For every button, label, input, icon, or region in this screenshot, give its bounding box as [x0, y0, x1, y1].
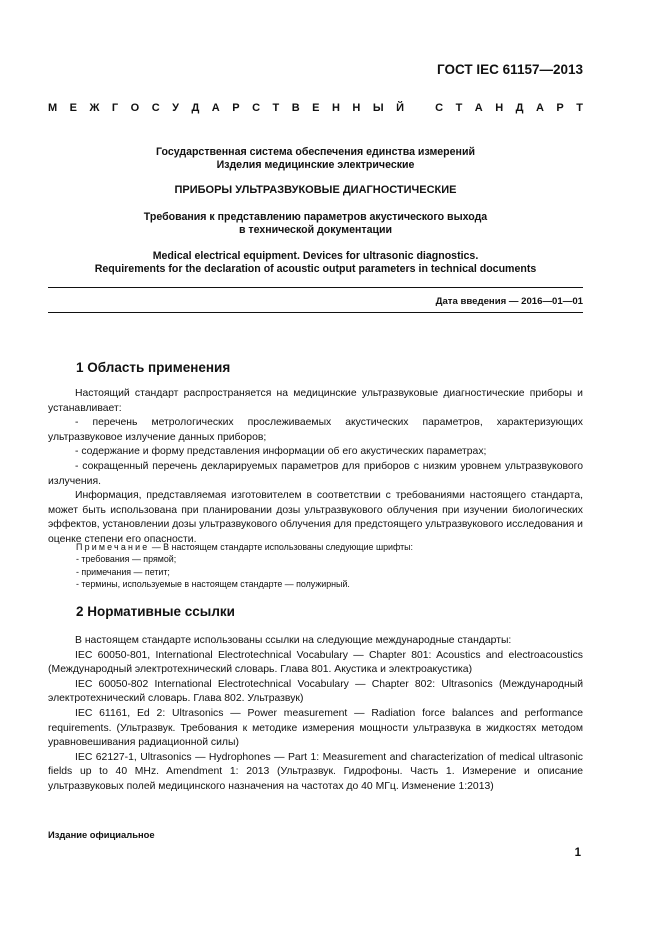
title-main: ПРИБОРЫ УЛЬТРАЗВУКОВЫЕ ДИАГНОСТИЧЕСКИЕ — [174, 184, 457, 196]
banner-letter: Е — [69, 102, 77, 114]
banner-letter: Й — [396, 102, 405, 114]
banner-letter: Е — [312, 102, 320, 114]
banner-letter: С — [151, 102, 160, 114]
divider — [48, 287, 583, 288]
reference-item: IEC 60050-802 International Electrotechnical Vocabulary — Chapter 802: Ultrasonics (Международный электротехнический словарь. Глава 802. Ультразвук) — [48, 678, 583, 705]
title-system — [48, 146, 583, 172]
banner-letter: Т — [272, 102, 280, 114]
list-item: - перечень метрологических прослеживаемых акустических параметров, характеризующих ультразвуковое излучение данных приборов; — [48, 417, 583, 443]
banner-letter: У — [172, 102, 179, 114]
title-line: Medical electrical equipment. Devices for ultrasonic diagnostics. — [152, 250, 479, 262]
introduction-date: Дата введения — 2016—01—01 — [435, 296, 583, 307]
paragraph: В настоящем стандарте использованы ссылки на следующие международные стандарты: — [75, 635, 512, 646]
note-line — [76, 541, 583, 553]
title-line: Требования к представлению параметров акустического выхода — [143, 211, 488, 223]
note-text: — В настоящем стандарте использованы следующие шрифты: — [149, 542, 413, 552]
banner-letter: С — [435, 102, 444, 114]
reference-item: IEC 60050-801, International Electrotechnical Vocabulary — Chapter 801: Acoustics and electroacoustics (Международный электротехнический словарь. Глава 801. Акустика и электроакустика) — [48, 649, 583, 676]
banner-letter: Т — [455, 102, 463, 114]
document-code: ГОСТ IEC 61157—2013 — [437, 62, 583, 77]
title-subtitle — [48, 211, 583, 237]
standard-banner — [48, 102, 583, 114]
title-line: Requirements for the declaration of acoustic output parameters in technical documents — [94, 262, 537, 275]
note-line: - требования — прямой; — [76, 554, 177, 565]
banner-letter: М — [48, 102, 58, 114]
title-line: Государственная система обеспечения единства измерений — [156, 146, 475, 158]
list-item: - содержание и форму представления информации об его акустических параметрах; — [75, 446, 487, 458]
divider — [48, 312, 583, 313]
banner-letter: Ы — [372, 102, 384, 114]
page-number: 1 — [574, 847, 581, 859]
banner-letter: Н — [352, 102, 361, 114]
banner-letter: О — [130, 102, 140, 114]
banner-letter: Г — [111, 102, 119, 114]
title-english — [48, 250, 583, 275]
section-heading: 1 Область применения — [76, 360, 231, 375]
banner-gap — [417, 102, 423, 114]
banner-letter: Р — [232, 102, 240, 114]
banner-letter: Т — [576, 102, 583, 114]
section-heading: 2 Нормативные ссылки — [76, 604, 235, 619]
section-body — [48, 387, 583, 548]
section-body — [48, 634, 583, 795]
banner-letter: Ж — [89, 102, 100, 114]
banner-letter: Р — [556, 102, 564, 114]
edition-label: Издание официальное — [48, 829, 155, 840]
title-line: Изделия медицинские электрические — [216, 159, 415, 171]
banner-letter: В — [291, 102, 300, 114]
paragraph: Настоящий стандарт распространяется на медицинские ультразвуковые диагностические приборы и устанавливает: — [48, 388, 583, 414]
banner-letter: Д — [191, 102, 200, 114]
list-item: - сокращенный перечень декларируемых параметров для приборов с низким уровнем ультразвукового излучения. — [48, 460, 583, 487]
paragraph: Информация, представляемая изготовителем в соответствии с требованиями настоящего стандарта, может быть использована при планировании дозы ультразвукового облучения при изучении биологических эффектов, установлении дозы ультразвукового облучения для предстоящего ультразвукового исследования и оценке степени его опасности. — [48, 490, 583, 545]
reference-item: IEC 61161, Ed 2: Ultrasonics — Power measurement — Radiation force balances and performance requirements. (Ультразвук. Требования к методике измерения мощности ультразвука в жидкостях методом уравновешивания радиационной силы) — [48, 707, 583, 749]
banner-letter: А — [211, 102, 220, 114]
banner-letter: А — [474, 102, 483, 114]
title-line: в технической документации — [238, 224, 393, 236]
note-label: Примечание — [76, 542, 150, 552]
reference-item: IEC 62127-1, Ultrasonics — Hydrophones — Part 1: Measurement and characterization of medical ultrasonic fields up to 40 MHz. Amendment 1: 2013 (Ультразвук. Гидрофоны. Часть 1. Измерение и описание ультразвуковых полей медицинского назначения на частотах до 40 МГц. Изменение 1:2013) — [48, 751, 583, 792]
banner-letter: Н — [331, 102, 340, 114]
note-block — [76, 541, 583, 590]
banner-letter: Н — [495, 102, 504, 114]
note-line: - термины, используемые в настоящем стандарте — полужирный. — [76, 578, 350, 589]
banner-letter: С — [252, 102, 261, 114]
note-line: - примечания — петит; — [76, 566, 170, 577]
banner-letter: А — [535, 102, 544, 114]
banner-letter: Д — [515, 102, 524, 114]
